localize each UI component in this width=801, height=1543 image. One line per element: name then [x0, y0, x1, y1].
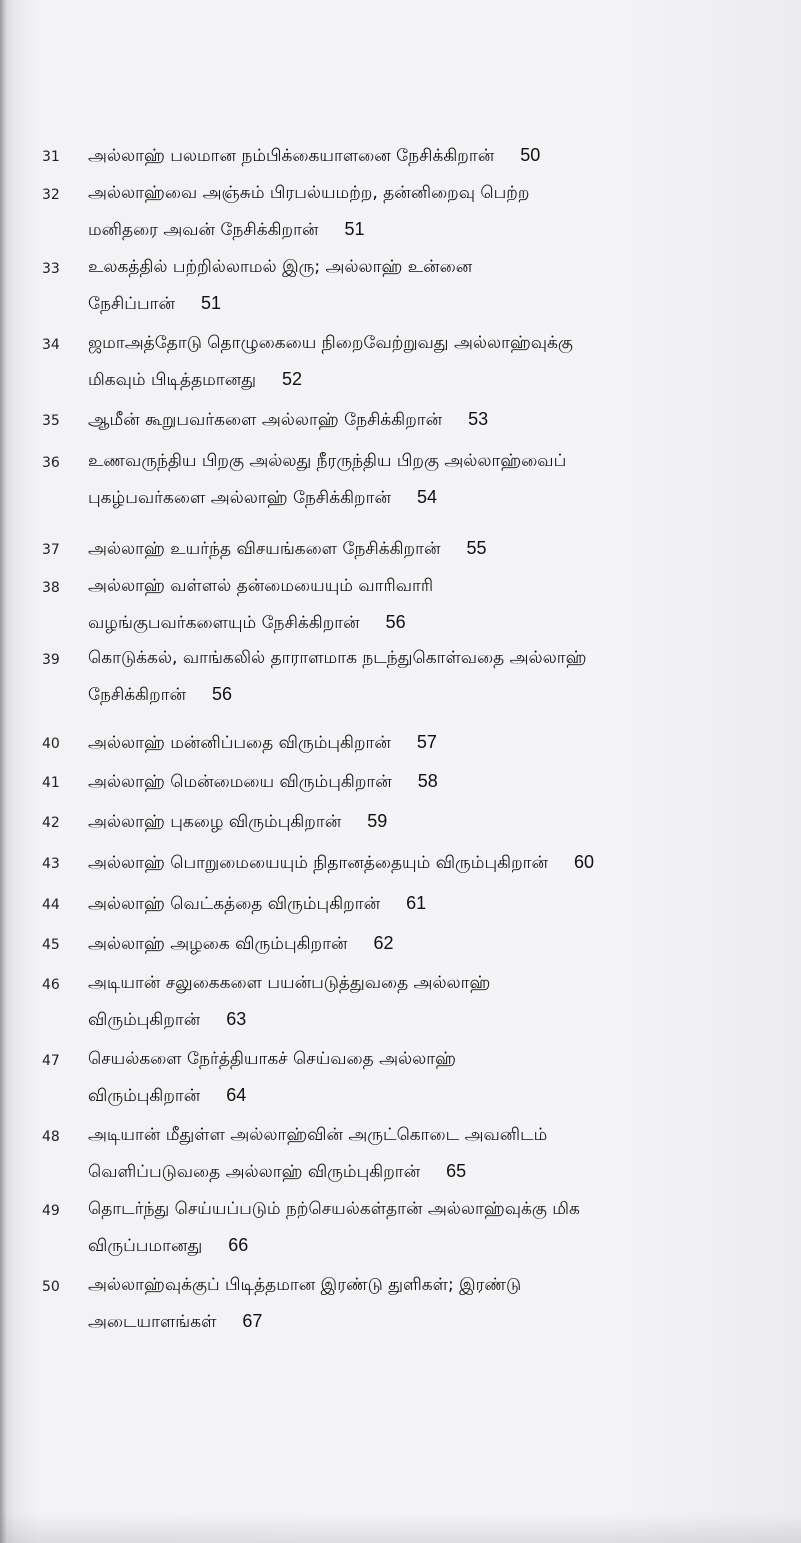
entry-number: 41	[42, 775, 60, 791]
entry-title-text: அல்லாஹ்வை அஞ்சும் பிரபல்யமற்ற, தன்னிறைவு பெற்ற	[88, 183, 530, 203]
page-number: 67	[242, 1311, 263, 1331]
entry-title-text: நேசிப்பான்	[88, 294, 175, 314]
entry-title-text: உணவருந்திய பிறகு அல்லது நீரருந்திய பிறகு அல்லாஹ்வைப்	[88, 451, 567, 471]
page-number: 55	[466, 538, 487, 558]
entry-title-line	[88, 333, 573, 355]
page-number: 65	[446, 1161, 467, 1181]
entry-title-text: புகழ்பவர்களை அல்லாஹ் நேசிக்கிறான்	[88, 488, 391, 508]
entry-title-text: விரும்புகிறான்	[88, 1010, 201, 1030]
entry-number: 34	[42, 337, 60, 353]
entry-title-line	[88, 732, 437, 755]
entry-title-line	[88, 1275, 521, 1297]
page-number: 56	[385, 612, 406, 632]
entry-number: 35	[42, 413, 60, 429]
entry-title-line	[88, 487, 437, 510]
page-number: 56	[212, 684, 233, 704]
entry-title-text: கொடுக்கல், வாங்கலில் தாராளமாக நடந்துகொள்வதை அல்லாஹ்	[88, 648, 587, 668]
entry-title-text: அல்லாஹ் வள்ளல் தன்மையையும் வாரிவாரி	[88, 576, 434, 596]
page-number: 60	[574, 852, 595, 872]
entry-title-line	[88, 648, 586, 670]
page-number: 62	[373, 933, 394, 953]
entry-title-line	[88, 451, 566, 473]
entry-number: 31	[42, 149, 60, 165]
entry-title-text: அல்லாஹ் வெட்கத்தை விரும்புகிறான்	[88, 894, 381, 914]
entry-number: 33	[42, 261, 60, 277]
entry-title-line	[88, 293, 221, 316]
entry-number: 36	[42, 455, 60, 471]
entry-title-text: மிகவும் பிடித்தமானது	[88, 370, 256, 390]
entry-title-text: ஜமாஅத்தோடு தொழுகையை நிறைவேற்றுவது அல்லாஹ்வுக்கு	[88, 333, 573, 353]
entry-title-text: அல்லாஹ் மென்மையை விரும்புகிறான்	[88, 772, 392, 792]
entry-title-text: அல்லாஹ் உயர்ந்த விசயங்களை நேசிக்கிறான்	[88, 539, 441, 559]
entry-title-line	[88, 409, 488, 432]
page-number: 66	[228, 1235, 249, 1255]
page-number: 52	[281, 369, 302, 389]
entry-title-line	[88, 145, 540, 168]
entry-title-line	[88, 771, 438, 794]
entry-title-text: மனிதரை அவன் நேசிக்கிறான்	[88, 220, 319, 240]
entry-title-text: அல்லாஹ் புகழை விரும்புகிறான்	[88, 812, 342, 832]
page-number: 50	[520, 145, 541, 165]
page-number: 51	[200, 293, 221, 313]
page-number: 64	[226, 1085, 247, 1105]
page-number: 59	[367, 811, 388, 831]
entry-title-line	[88, 893, 426, 916]
entry-number: 32	[42, 187, 60, 203]
entry-title-line	[88, 538, 487, 561]
entry-number: 42	[42, 815, 60, 831]
entry-title-text: உலகத்தில் பற்றில்லாமல் இரு; அல்லாஹ் உன்னை	[88, 257, 473, 277]
entry-title-line	[88, 1049, 456, 1071]
entry-number: 44	[42, 897, 60, 913]
entry-number: 39	[42, 652, 60, 668]
entry-title-text: ஆமீன் கூறுபவர்களை அல்லாஹ் நேசிக்கிறான்	[88, 410, 443, 430]
entry-title-text: தொடர்ந்து செய்யப்படும் நற்செயல்கள்தான் அல்லாஹ்வுக்கு மிக	[88, 1199, 580, 1219]
entry-title-line	[88, 811, 387, 834]
entry-title-text: அல்லாஹ் பொறுமையையும் நிதானத்தையும் விரும்புகிறான்	[88, 853, 549, 873]
entry-number: 37	[42, 542, 60, 558]
entry-title-text: வழங்குபவர்களையும் நேசிக்கிறான்	[88, 613, 360, 633]
entry-number: 50	[42, 1279, 60, 1295]
page-number: 63	[226, 1009, 247, 1029]
entry-title-line	[88, 1235, 248, 1258]
entry-title-line	[88, 219, 364, 242]
entry-number: 45	[42, 937, 60, 953]
page-number: 51	[344, 219, 365, 239]
entry-title-text: அல்லாஹ் மன்னிப்பதை விரும்புகிறான்	[88, 733, 391, 753]
entry-number: 40	[42, 736, 60, 752]
entry-title-line	[88, 684, 232, 707]
entry-title-text: அடையாளங்கள்	[88, 1312, 217, 1332]
entry-title-line	[88, 973, 490, 995]
entry-title-line	[88, 852, 594, 875]
entry-title-line	[88, 1125, 547, 1147]
entry-title-line	[88, 1009, 246, 1032]
entry-number: 48	[42, 1129, 60, 1145]
entry-title-line	[88, 1085, 246, 1108]
entry-title-line	[88, 1199, 580, 1221]
entry-number: 38	[42, 580, 60, 596]
entry-title-text: செயல்களை நேர்த்தியாகச் செய்வதை அல்லாஹ்	[88, 1049, 456, 1069]
entry-title-line	[88, 1311, 262, 1334]
entry-title-text: விருப்பமானது	[88, 1236, 203, 1256]
entry-title-line	[88, 183, 529, 205]
entry-title-line	[88, 1161, 466, 1184]
entry-title-text: நேசிக்கிறான்	[88, 685, 187, 705]
entry-title-text: விரும்புகிறான்	[88, 1086, 201, 1106]
page-number: 61	[406, 893, 427, 913]
entry-title-line	[88, 369, 302, 392]
page-number: 53	[468, 409, 489, 429]
entry-number: 43	[42, 856, 60, 872]
entry-title-line	[88, 612, 406, 635]
entry-title-line	[88, 257, 472, 279]
entry-title-line	[88, 576, 433, 598]
entry-title-text: வெளிப்படுவதை அல்லாஹ் விரும்புகிறான்	[88, 1162, 421, 1182]
entry-title-text: அல்லாஹ் அழகை விரும்புகிறான்	[88, 934, 348, 954]
entry-title-text: அடியான் மீதுள்ள அல்லாஹ்வின் அருட்கொடை அவனிடம்	[88, 1125, 548, 1145]
entry-title-text: அல்லாஹ்வுக்குப் பிடித்தமான இரண்டு துளிகள்; இரண்டு	[88, 1275, 522, 1295]
entry-title-text: அடியான் சலுகைகளை பயன்படுத்துவதை அல்லாஹ்	[88, 973, 491, 993]
entry-title-text: அல்லாஹ் பலமான நம்பிக்கையாளனை நேசிக்கிறான்	[88, 146, 495, 166]
entry-title-line	[88, 933, 394, 956]
entry-number: 46	[42, 977, 60, 993]
entry-number: 49	[42, 1203, 60, 1219]
page-number: 57	[416, 732, 437, 752]
page-number: 54	[416, 487, 438, 507]
page-number: 58	[417, 771, 438, 791]
entry-number: 47	[42, 1053, 60, 1069]
